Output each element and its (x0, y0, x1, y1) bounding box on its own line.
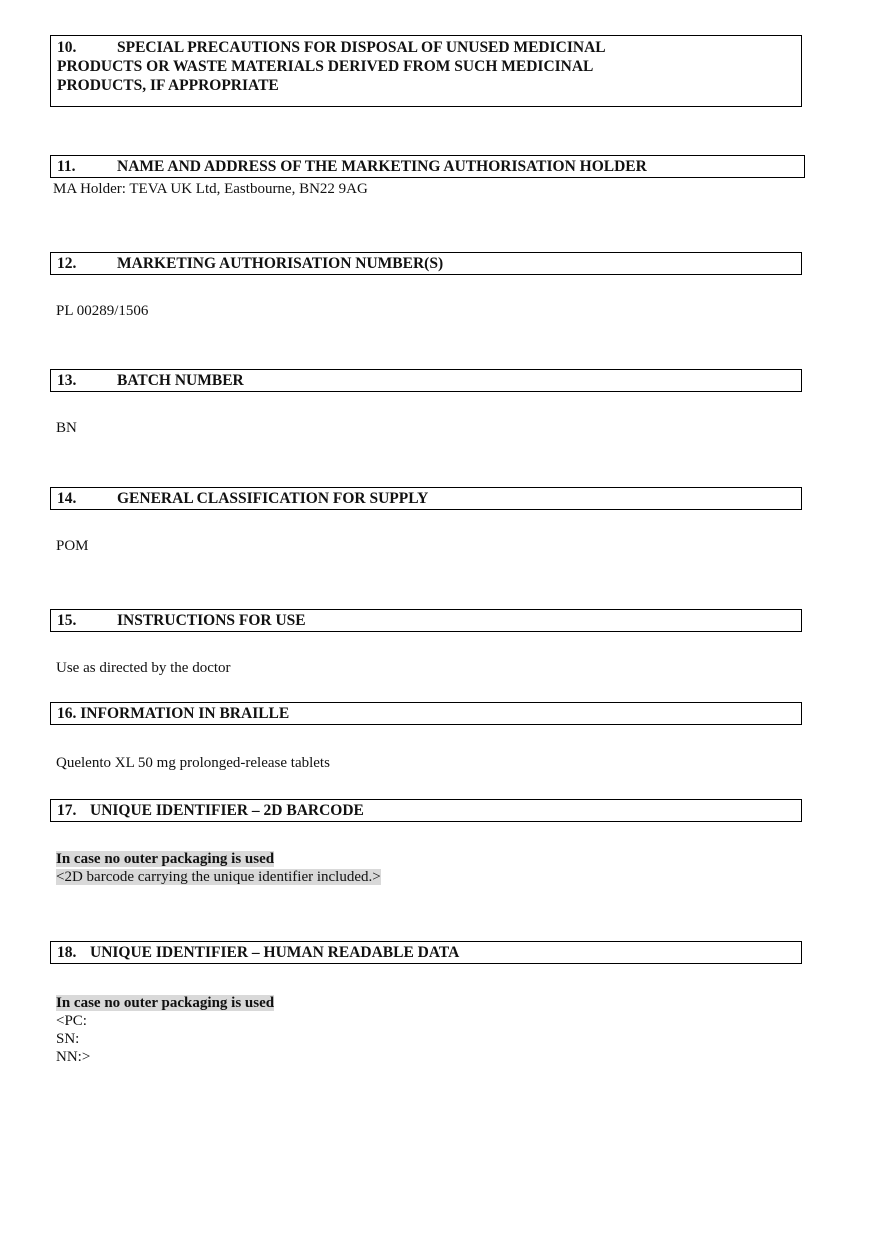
section-12-title: MARKETING AUTHORISATION NUMBER(S) (117, 255, 444, 272)
section-10-title-line3: PRODUCTS, IF APPROPRIATE (57, 77, 279, 94)
section-12-body: PL 00289/1506 (56, 303, 149, 319)
section-10-heading (50, 35, 802, 107)
section-17-number: 17. (57, 802, 77, 819)
section-13-number: 13. (57, 372, 77, 389)
section-14-title: GENERAL CLASSIFICATION FOR SUPPLY (117, 490, 429, 507)
section-10-number: 10. (57, 39, 77, 56)
section-18-note: In case no outer packaging is used (56, 995, 275, 1011)
section-17-title: UNIQUE IDENTIFIER – 2D BARCODE (90, 802, 364, 819)
section-18-line-pc: <PC: (56, 1013, 87, 1029)
section-13-heading (50, 369, 802, 392)
section-18-number: 18. (57, 944, 77, 961)
section-11-title: NAME AND ADDRESS OF THE MARKETING AUTHORISATION HOLDER (117, 158, 647, 175)
section-18-title: UNIQUE IDENTIFIER – HUMAN READABLE DATA (90, 944, 460, 961)
section-10-title-line1: 10. SPECIAL PRECAUTIONS FOR DISPOSAL OF UNUSED MEDICINAL (57, 39, 606, 56)
section-11-heading (50, 155, 805, 178)
section-12-number: 12. (57, 255, 77, 272)
section-14-body: POM (56, 538, 89, 554)
section-17-body: <2D barcode carrying the unique identifier included.> (56, 869, 381, 885)
section-17-heading (50, 799, 802, 822)
section-11-body: MA Holder: TEVA UK Ltd, Eastbourne, BN22 9AG (53, 181, 368, 197)
section-14-number: 14. (57, 490, 77, 507)
section-15-number: 15. (57, 612, 77, 629)
section-12-heading (50, 252, 802, 275)
section-16-heading (50, 702, 802, 725)
section-10-title-line2: PRODUCTS OR WASTE MATERIALS DERIVED FROM SUCH MEDICINAL (57, 58, 594, 75)
section-13-body: BN (56, 420, 77, 436)
section-18-line-sn: SN: (56, 1031, 80, 1047)
section-13-title: BATCH NUMBER (117, 372, 244, 389)
section-16-body: Quelento XL 50 mg prolonged-release tablets (56, 755, 330, 771)
section-18-line-nn: NN:> (56, 1049, 91, 1065)
section-15-body: Use as directed by the doctor (56, 660, 231, 676)
section-11-number: 11. (57, 158, 76, 175)
section-14-heading (50, 487, 802, 510)
section-18-heading (50, 941, 802, 964)
section-17-note: In case no outer packaging is used (56, 851, 275, 867)
section-16-title: 16. INFORMATION IN BRAILLE (57, 705, 290, 722)
section-15-heading (50, 609, 802, 632)
section-15-title: INSTRUCTIONS FOR USE (117, 612, 306, 629)
